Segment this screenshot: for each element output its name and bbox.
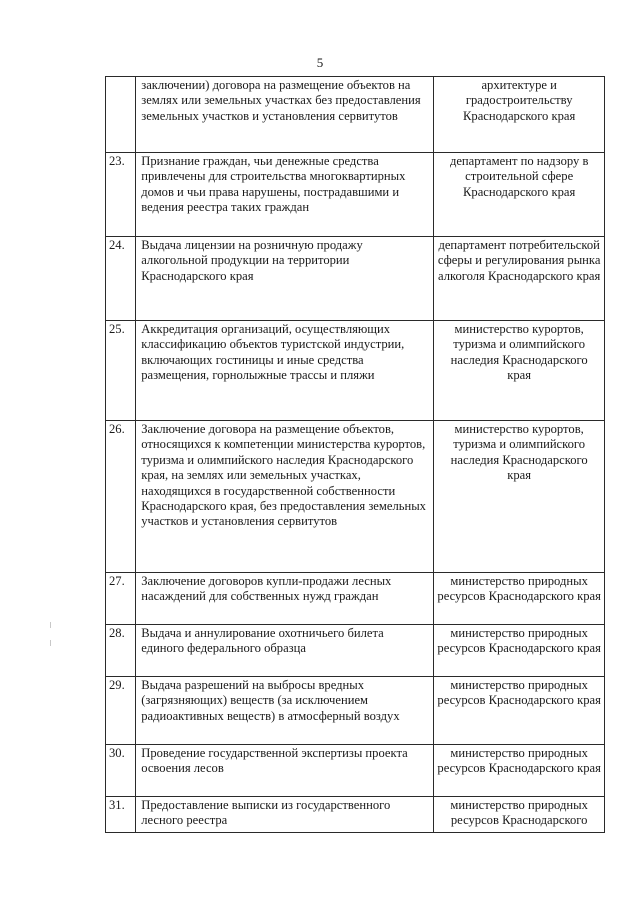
agency-name: министерство природных ресурсов Краснодарского края (434, 745, 605, 797)
agency-name: министерство курортов, туризма и олимпийского наследия Краснодарского края (434, 421, 605, 573)
row-number: 28. (106, 625, 136, 677)
services-table (105, 76, 605, 833)
row-number: 30. (106, 745, 136, 797)
table-row (106, 421, 605, 573)
table-row (106, 677, 605, 745)
table-row (106, 797, 605, 833)
table-row (106, 573, 605, 625)
service-name: Заключение договоров купли-продажи лесных насаждений для собственных нужд граждан (136, 573, 434, 625)
table-row (106, 77, 605, 153)
agency-name: архитектуре и градостроительству Краснодарского края (434, 77, 605, 153)
agency-name: министерство курортов, туризма и олимпийского наследия Краснодарского края (434, 321, 605, 421)
service-name: Выдача и аннулирование охотничьего билета единого федерального образца (136, 625, 434, 677)
service-name: Аккредитация организаций, осуществляющих классификацию объектов туристской индустрии, включающих гостиницы и иные средства размещения, горнолыжные трассы и пляжи (136, 321, 434, 421)
page-number: 5 (316, 55, 324, 70)
agency-name: министерство природных ресурсов Краснодарского края (434, 677, 605, 745)
table-row (106, 745, 605, 797)
margin-mark (50, 640, 51, 646)
agency-name: министерство природных ресурсов Краснодарского края (434, 573, 605, 625)
service-name: заключении) договора на размещение объектов на землях или земельных участках без предоставления земельных участков и установления сервитутов (136, 77, 434, 153)
service-name: Выдача разрешений на выбросы вредных (загрязняющих) веществ (за исключением радиоактивных веществ) в атмосферный воздух (136, 677, 434, 745)
row-number: 29. (106, 677, 136, 745)
table-row (106, 321, 605, 421)
row-number: 27. (106, 573, 136, 625)
service-name: Выдача лицензии на розничную продажу алкогольной продукции на территории Краснодарского края (136, 237, 434, 321)
agency-name: министерство природных ресурсов Краснодарского (434, 797, 605, 833)
table-row (106, 625, 605, 677)
row-number: 24. (106, 237, 136, 321)
table-row (106, 153, 605, 237)
agency-name: департамент потребительской сферы и регулирования рынка алкоголя Краснодарского края (434, 237, 605, 321)
agency-name: министерство природных ресурсов Краснодарского края (434, 625, 605, 677)
row-number (106, 77, 136, 153)
agency-name: департамент по надзору в строительной сфере Краснодарского края (434, 153, 605, 237)
row-number: 26. (106, 421, 136, 573)
service-name: Предоставление выписки из государственного лесного реестра (136, 797, 434, 833)
row-number: 31. (106, 797, 136, 833)
margin-mark (50, 622, 51, 628)
service-name: Проведение государственной экспертизы проекта освоения лесов (136, 745, 434, 797)
service-name: Заключение договора на размещение объектов, относящихся к компетенции министерства курортов, туризма и олимпийского наследия Краснодарского края, на землях или земельных участках, находящихся в государственной собственности Краснодарского края, без предоставления земельных участков и установления сервитутов (136, 421, 434, 573)
row-number: 25. (106, 321, 136, 421)
table-row (106, 237, 605, 321)
row-number: 23. (106, 153, 136, 237)
service-name: Признание граждан, чьи денежные средства привлечены для строительства многоквартирных домов и чьи права нарушены, пострадавшими и ведения реестра таких граждан (136, 153, 434, 237)
